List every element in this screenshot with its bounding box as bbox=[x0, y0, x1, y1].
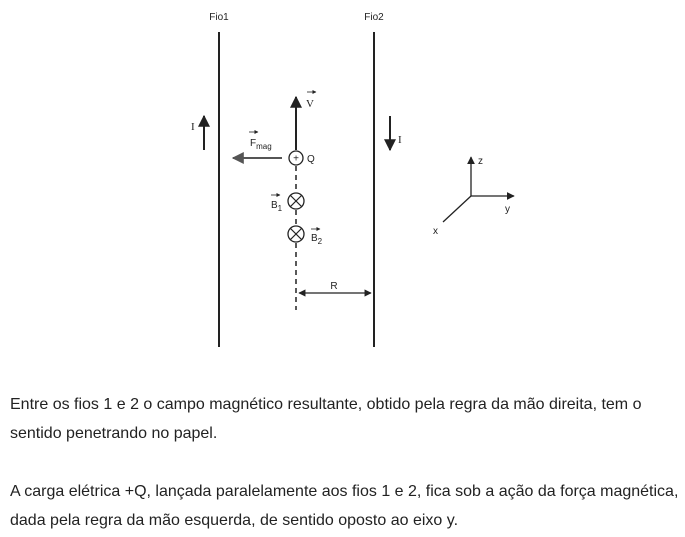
current2-label: I bbox=[398, 134, 402, 146]
charge-label: Q bbox=[307, 154, 315, 165]
velocity-label: V bbox=[306, 98, 314, 110]
axis-y-label: y bbox=[505, 204, 510, 215]
field1-into-page-icon bbox=[288, 193, 304, 209]
coordinate-axes bbox=[433, 156, 514, 237]
wire2-label: Fio2 bbox=[364, 12, 384, 23]
field1-label: $B_1$ bbox=[271, 200, 283, 213]
wire1-label: Fio1 bbox=[209, 12, 229, 23]
distance-label: R bbox=[330, 281, 338, 292]
axis-x-line bbox=[443, 196, 471, 222]
force-label: $F_{mag}$ bbox=[250, 138, 272, 151]
paragraph-2: A carga elétrica +Q, lançada paralelamente aos fios 1 e 2, fica sob a ação da força magnética, dada pela regra da mão esquerda, de sentido oposto ao eixo y. bbox=[10, 483, 679, 529]
axis-z-label: z bbox=[478, 156, 483, 167]
paragraph-1: Entre os fios 1 e 2 o campo magnético resultante, obtido pela regra da mão direita, tem o sentido penetrando no papel. bbox=[10, 396, 642, 442]
charge-sign: + bbox=[293, 153, 299, 165]
axis-x-label: x bbox=[433, 226, 438, 237]
field2-label: $B_2$ bbox=[311, 233, 323, 246]
current1-label: I bbox=[191, 121, 195, 133]
field2-into-page-icon bbox=[288, 226, 304, 242]
